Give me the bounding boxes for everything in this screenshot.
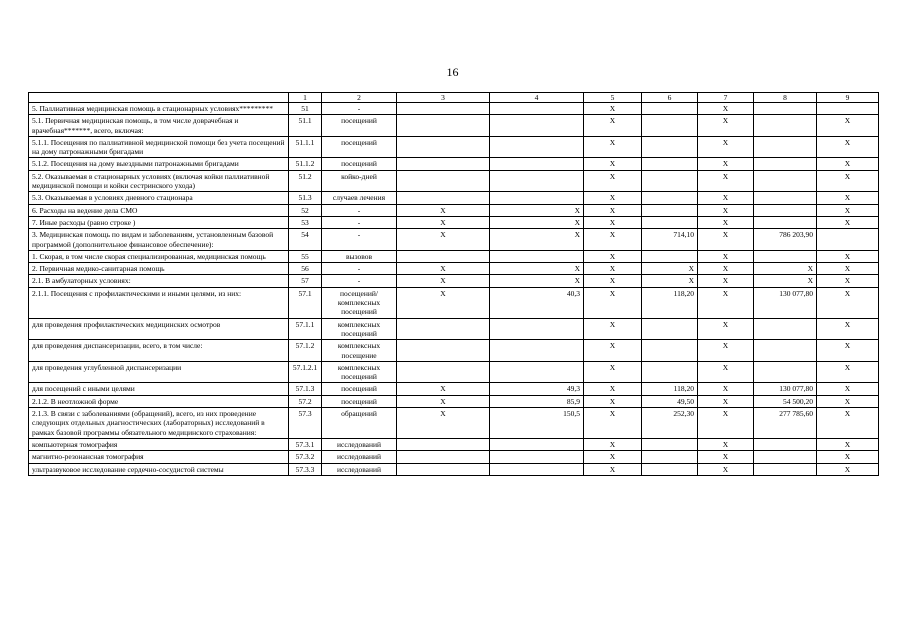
row-unit: - (322, 103, 397, 115)
col-4-value: X (490, 229, 584, 251)
row-label: 2.1. В амбулаторных условиях: (29, 275, 289, 287)
col-8-value (754, 250, 817, 262)
col-8-value (754, 115, 817, 137)
col-5-value: X (584, 395, 642, 407)
col-7-value: X (698, 383, 754, 395)
col-7-value: X (698, 395, 754, 407)
col-3-value (397, 115, 490, 137)
table-row (29, 158, 879, 170)
row-unit: - (322, 275, 397, 287)
header-cell: 7 (698, 93, 754, 103)
col-9-value: X (817, 275, 879, 287)
col-6-value: 118,20 (642, 287, 698, 318)
col-4-value (490, 318, 584, 340)
row-label: для проведения диспансеризации, всего, в том числе: (29, 340, 289, 362)
col-3-value: X (397, 383, 490, 395)
col-4-value (490, 438, 584, 450)
col-6-value (642, 250, 698, 262)
row-code: 57.3 (289, 408, 322, 439)
col-9-value: X (817, 192, 879, 204)
col-3-value: X (397, 216, 490, 228)
col-3-value: X (397, 229, 490, 251)
row-unit: комплексных посещений (322, 318, 397, 340)
col-3-value: X (397, 275, 490, 287)
header-cell-empty (29, 93, 289, 103)
row-unit: исследований (322, 463, 397, 475)
col-8-value: 130 077,80 (754, 383, 817, 395)
col-9-value: X (817, 170, 879, 192)
table-row (29, 275, 879, 287)
table-row (29, 361, 879, 383)
row-code: 55 (289, 250, 322, 262)
col-8-value: 277 785,60 (754, 408, 817, 439)
col-8-value (754, 438, 817, 450)
col-3-value (397, 192, 490, 204)
col-3-value (397, 158, 490, 170)
row-unit: посещений (322, 383, 397, 395)
header-cell: 5 (584, 93, 642, 103)
row-label: 3. Медицинская помощь по видам и заболеваниям, установленным базовой программой (дополнительное финансовое обеспечение): (29, 229, 289, 251)
col-9-value: X (817, 287, 879, 318)
table-row (29, 136, 879, 158)
table-row (29, 318, 879, 340)
col-6-value (642, 451, 698, 463)
row-unit: случаев лечения (322, 192, 397, 204)
row-code: 57.1.3 (289, 383, 322, 395)
col-9-value: X (817, 340, 879, 362)
col-9-value: X (817, 216, 879, 228)
col-7-value: X (698, 136, 754, 158)
header-cell: 9 (817, 93, 879, 103)
col-7-value: X (698, 275, 754, 287)
col-4-value (490, 170, 584, 192)
col-6-value: X (642, 263, 698, 275)
col-8-value (754, 318, 817, 340)
col-9-value: X (817, 136, 879, 158)
row-label: 2.1.1. Посещения с профилактическими и иными целями, из них: (29, 287, 289, 318)
col-5-value: X (584, 451, 642, 463)
col-8-value: X (754, 263, 817, 275)
col-4-value (490, 115, 584, 137)
col-5-value: X (584, 287, 642, 318)
row-unit: исследований (322, 451, 397, 463)
col-4-value (490, 340, 584, 362)
row-code: 51 (289, 103, 322, 115)
col-5-value: X (584, 158, 642, 170)
col-6-value (642, 463, 698, 475)
row-code: 51.1.1 (289, 136, 322, 158)
row-code: 51.1 (289, 115, 322, 137)
row-code: 57.3.1 (289, 438, 322, 450)
table-row (29, 170, 879, 192)
col-3-value (397, 361, 490, 383)
row-code: 57 (289, 275, 322, 287)
col-6-value: 714,10 (642, 229, 698, 251)
col-7-value: X (698, 340, 754, 362)
col-7-value: X (698, 361, 754, 383)
col-3-value (397, 136, 490, 158)
row-label: 7. Иные расходы (равно строке ) (29, 216, 289, 228)
col-6-value: X (642, 275, 698, 287)
row-label: ультразвуковое исследование сердечно-сосудистой системы (29, 463, 289, 475)
row-code: 57.1 (289, 287, 322, 318)
col-7-value: X (698, 103, 754, 115)
col-4-value: 40,3 (490, 287, 584, 318)
header-cell: 4 (490, 93, 584, 103)
row-unit: посещений/ комплексных посещений (322, 287, 397, 318)
row-label: 2. Первичная медико-санитарная помощь (29, 263, 289, 275)
row-label: 5.1.2. Посещения на дому выездными патронажными бригадами (29, 158, 289, 170)
col-4-value (490, 136, 584, 158)
col-6-value (642, 158, 698, 170)
row-unit: вызовов (322, 250, 397, 262)
data-table (28, 92, 879, 476)
col-9-value: X (817, 408, 879, 439)
col-9-value: X (817, 463, 879, 475)
col-9-value: X (817, 115, 879, 137)
row-unit: обращений (322, 408, 397, 439)
col-5-value: X (584, 408, 642, 439)
col-5-value: X (584, 229, 642, 251)
col-8-value (754, 136, 817, 158)
table-row (29, 115, 879, 137)
row-code: 51.1.2 (289, 158, 322, 170)
col-5-value: X (584, 216, 642, 228)
col-5-value: X (584, 263, 642, 275)
header-cell: 2 (322, 93, 397, 103)
col-8-value (754, 340, 817, 362)
header-cell: 6 (642, 93, 698, 103)
col-4-value (490, 158, 584, 170)
row-label: для проведения профилактических медицинских осмотров (29, 318, 289, 340)
col-7-value: X (698, 318, 754, 340)
row-unit: комплексных посещений (322, 361, 397, 383)
col-6-value (642, 204, 698, 216)
col-6-value: 118,20 (642, 383, 698, 395)
col-4-value: 150,5 (490, 408, 584, 439)
col-8-value (754, 463, 817, 475)
col-6-value: 252,30 (642, 408, 698, 439)
col-3-value: X (397, 287, 490, 318)
col-5-value: X (584, 318, 642, 340)
col-4-value: X (490, 275, 584, 287)
table-row (29, 204, 879, 216)
col-6-value: 49,50 (642, 395, 698, 407)
col-9-value: X (817, 250, 879, 262)
col-7-value: X (698, 170, 754, 192)
col-7-value: X (698, 115, 754, 137)
header-cell: 1 (289, 93, 322, 103)
header-cell: 8 (754, 93, 817, 103)
col-7-value: X (698, 287, 754, 318)
row-unit: посещений (322, 136, 397, 158)
table-row (29, 103, 879, 115)
col-8-value: 786 203,90 (754, 229, 817, 251)
table-row (29, 287, 879, 318)
col-9-value: X (817, 318, 879, 340)
row-label: 5. Паллиативная медицинская помощь в стационарных условиях********* (29, 103, 289, 115)
row-label: 5.1. Первичная медицинская помощь, в том числе доврачебная и врачебная*******, всего, включая: (29, 115, 289, 137)
row-label: для посещений с иными целями (29, 383, 289, 395)
col-5-value: X (584, 463, 642, 475)
col-9-value: X (817, 438, 879, 450)
col-9-value: X (817, 263, 879, 275)
col-8-value: 54 500,20 (754, 395, 817, 407)
col-3-value: X (397, 263, 490, 275)
col-3-value (397, 340, 490, 362)
col-6-value (642, 340, 698, 362)
col-8-value (754, 451, 817, 463)
row-code: 57.1.2 (289, 340, 322, 362)
col-6-value (642, 216, 698, 228)
col-5-value: X (584, 383, 642, 395)
row-unit: - (322, 204, 397, 216)
table-row (29, 192, 879, 204)
col-4-value (490, 451, 584, 463)
col-4-value: X (490, 204, 584, 216)
col-5-value: X (584, 115, 642, 137)
header-row (29, 93, 879, 103)
col-5-value: X (584, 170, 642, 192)
col-8-value (754, 361, 817, 383)
row-label: 1. Скорая, в том числе скорая специализированная, медицинская помощь (29, 250, 289, 262)
table-row (29, 216, 879, 228)
col-6-value (642, 170, 698, 192)
row-label: 5.1.1. Посещения по паллиативной медицинской помощи без учета посещений на дому патронажными бригадами (29, 136, 289, 158)
row-unit: - (322, 229, 397, 251)
col-3-value (397, 451, 490, 463)
table-row (29, 250, 879, 262)
col-8-value: 130 077,80 (754, 287, 817, 318)
row-code: 57.2 (289, 395, 322, 407)
row-label: магнитно-резонансная томография (29, 451, 289, 463)
col-4-value (490, 192, 584, 204)
row-code: 53 (289, 216, 322, 228)
row-label: 2.1.2. В неотложной форме (29, 395, 289, 407)
col-5-value: X (584, 103, 642, 115)
row-unit: посещений (322, 115, 397, 137)
col-5-value: X (584, 192, 642, 204)
row-label: 5.2. Оказываемая в стационарных условиях (включая койки паллиативной медицинской помощи и койки сестринского ухода) (29, 170, 289, 192)
row-code: 57.1.2.1 (289, 361, 322, 383)
col-7-value: X (698, 192, 754, 204)
col-6-value (642, 318, 698, 340)
row-unit: - (322, 216, 397, 228)
col-8-value (754, 158, 817, 170)
row-code: 57.3.3 (289, 463, 322, 475)
col-8-value (754, 103, 817, 115)
table-row (29, 438, 879, 450)
row-label: 5.3. Оказываемая в условиях дневного стационара (29, 192, 289, 204)
table-row (29, 408, 879, 439)
col-7-value: X (698, 451, 754, 463)
col-5-value: X (584, 204, 642, 216)
col-6-value (642, 103, 698, 115)
col-9-value (817, 229, 879, 251)
col-7-value: X (698, 438, 754, 450)
col-6-value (642, 438, 698, 450)
table-row (29, 383, 879, 395)
col-4-value: X (490, 263, 584, 275)
col-3-value (397, 318, 490, 340)
col-9-value: X (817, 158, 879, 170)
col-3-value: X (397, 408, 490, 439)
row-code: 52 (289, 204, 322, 216)
row-code: 51.2 (289, 170, 322, 192)
header-cell: 3 (397, 93, 490, 103)
table-row (29, 263, 879, 275)
col-7-value: X (698, 229, 754, 251)
col-3-value: X (397, 395, 490, 407)
row-code: 57.1.1 (289, 318, 322, 340)
col-8-value (754, 192, 817, 204)
col-6-value (642, 136, 698, 158)
table-row (29, 229, 879, 251)
col-4-value (490, 463, 584, 475)
row-label: для проведения углубленной диспансеризации (29, 361, 289, 383)
col-5-value: X (584, 340, 642, 362)
col-8-value: X (754, 275, 817, 287)
col-4-value: X (490, 216, 584, 228)
table-row (29, 463, 879, 475)
col-9-value (817, 103, 879, 115)
table-row (29, 395, 879, 407)
col-3-value (397, 250, 490, 262)
col-7-value: X (698, 463, 754, 475)
col-5-value: X (584, 250, 642, 262)
page-number: 16 (446, 65, 459, 79)
row-label: 2.1.3. В связи с заболеваниями (обращений), всего, из них проведение следующих отдельных диагностических (лабораторных) исследований в рамках базовой программы обязательного медицинского страхования: (29, 408, 289, 439)
col-7-value: X (698, 263, 754, 275)
row-label: компьютерная томография (29, 438, 289, 450)
col-4-value (490, 361, 584, 383)
row-unit: посещений (322, 158, 397, 170)
col-7-value: X (698, 216, 754, 228)
col-6-value (642, 361, 698, 383)
col-3-value (397, 170, 490, 192)
col-4-value (490, 103, 584, 115)
row-unit: исследований (322, 438, 397, 450)
col-8-value (754, 204, 817, 216)
col-7-value: X (698, 250, 754, 262)
row-unit: посещений (322, 395, 397, 407)
col-9-value: X (817, 395, 879, 407)
row-code: 51.3 (289, 192, 322, 204)
col-3-value (397, 103, 490, 115)
table-row (29, 451, 879, 463)
col-8-value (754, 170, 817, 192)
col-3-value (397, 438, 490, 450)
table-row (29, 340, 879, 362)
col-5-value: X (584, 361, 642, 383)
col-6-value (642, 192, 698, 204)
col-9-value: X (817, 204, 879, 216)
col-5-value: X (584, 438, 642, 450)
col-6-value (642, 115, 698, 137)
col-7-value: X (698, 408, 754, 439)
col-9-value: X (817, 451, 879, 463)
row-unit: комплексных посещение (322, 340, 397, 362)
col-4-value (490, 250, 584, 262)
row-code: 57.3.2 (289, 451, 322, 463)
col-8-value (754, 216, 817, 228)
row-label: 6. Расходы на ведение дела СМО (29, 204, 289, 216)
row-unit: койко-дней (322, 170, 397, 192)
col-3-value: X (397, 204, 490, 216)
col-4-value: 85,9 (490, 395, 584, 407)
col-9-value: X (817, 383, 879, 395)
col-5-value: X (584, 136, 642, 158)
row-code: 54 (289, 229, 322, 251)
col-5-value: X (584, 275, 642, 287)
col-4-value: 49,3 (490, 383, 584, 395)
table-body (29, 93, 879, 476)
col-3-value (397, 463, 490, 475)
row-unit: - (322, 263, 397, 275)
col-7-value: X (698, 204, 754, 216)
col-7-value: X (698, 158, 754, 170)
col-9-value: X (817, 361, 879, 383)
row-code: 56 (289, 263, 322, 275)
